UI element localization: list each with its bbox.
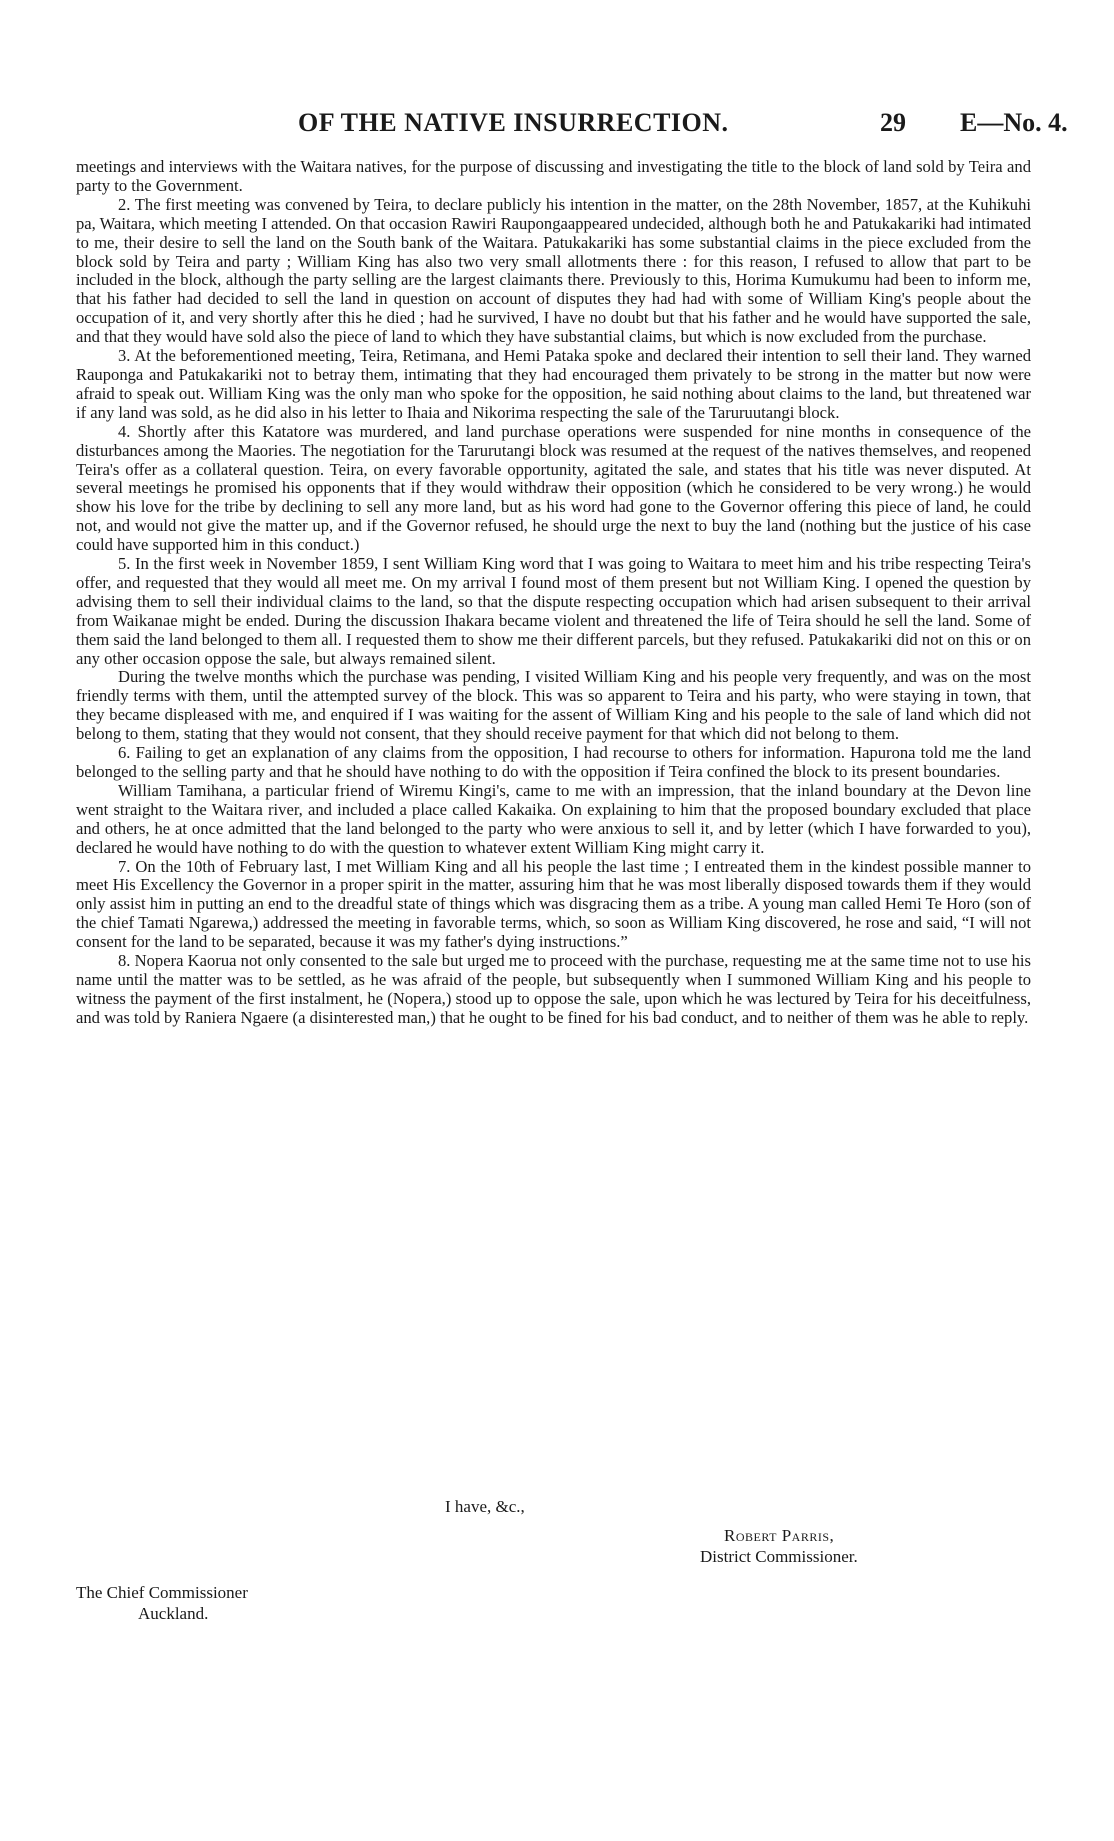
signatory-role: District Commissioner. <box>700 1547 858 1566</box>
paragraph-8: 8. Nopera Kaorua not only consented to the sale but urged me to proceed with the purchase, requesting me at the same time not to use his name until the matter was to be settled, as he was afraid of the people, but subsequently when I summoned William King and his people to witness the payment of the first instalment, he (Nopera,) stood up to oppose the sale, upon which he was lectured by Teira for his deceitfulness, and was told by Raniera Ngaere (a disinterested man,) that he ought to be fined for his bad conduct, and to neither of them was he able to reply. <box>76 951 1031 1027</box>
addressee-title: The Chief Commissioner <box>76 1583 248 1602</box>
addressee-location: Auckland. <box>138 1604 209 1623</box>
document-reference: E—No. 4. <box>960 108 1068 137</box>
header-title: OF THE NATIVE INSURRECTION. <box>298 108 729 137</box>
running-header <box>0 108 1114 148</box>
addressee-block <box>76 1582 248 1624</box>
paragraph-4: 4. Shortly after this Katatore was murdered, and land purchase operations were suspended for nine months in consequence of the disturbances among the Maories. The negotiation for the Tarurutangi block was resumed at the request of the natives themselves, and reopened Teira's offer as a collateral question. Teira, on every favorable opportunity, agitated the sale, and states that his title was never disputed. At several meetings he promised his opponents that if they would withdraw their opposition (which he considered to be very wrong.) he would show his love for the tribe by declining to sell any more land, but as his word had gone to the Governor offering this piece of land, he could not, and would not give the matter up, and if the Governor refused, he should urge the next to buy the land (nothing but the justice of his case could have supported him in this conduct.) <box>76 421 1031 555</box>
signatory-name: Robert Parris, <box>724 1526 835 1545</box>
paragraph-5-continued: During the twelve months which the purchase was pending, I visited William King and his people very frequently, and was on the most friendly terms with them, until the attempted survey of the block. This was so apparent to Teira and his party, who were staying in town, that they became displeased with me, and enquired if I was waiting for the assent of William King and his people to the sale of land which did not belong to them, stating that they would not consent, that they should receive payment for that which did not belong to them. <box>76 667 1031 744</box>
letter-body <box>76 158 1031 1028</box>
paragraph-6-continued: William Tamihana, a particular friend of Wiremu Kingi's, came to me with an impression, that the inland boundary at the Devon line went straight to the Waitara river, and included a place called Kakaika. On explaining to him that the proposed boundary excluded that place and others, he at once admitted that the land belonged to the party who were anxious to sell it, and by letter (which I have forwarded to you), declared he would have nothing to do with the question to whatever extent William King might carry it. <box>76 780 1031 857</box>
signature-block <box>700 1525 858 1567</box>
paragraph-7: 7. On the 10th of February last, I met William King and all his people the last time ; I entreated them in the kindest possible manner to meet His Excellency the Governor in a proper spirit in the matter, assuring him that he was most liberally disposed towards them if they would only assist him in putting an end to the dreadful state of things which was disgracing them as a tribe. A young man called Hemi Te Horo (son of the chief Tamati Ngarewa,) addressed the meeting in favorable terms, which, so soon as William King discovered, he rose and said, “I will not consent for the land to be separated, because it was my father's dying instructions.” <box>76 856 1031 952</box>
page-number: 29 <box>880 108 906 137</box>
paragraph-3: 3. At the beforementioned meeting, Teira, Retimana, and Hemi Pataka spoke and declared their intention to sell their land. They warned Rauponga and Patukakariki not to betray them, intimating that they had encouraged them privately to be strong in the matter but now were afraid to speak out. William King was the only man who spoke for the opposition, he said nothing about claims to the land, but threatened war if any land was sold, as he did also in his letter to Ihaia and Nikorima respecting the sale of the Taruruutangi block. <box>76 346 1031 422</box>
letter-closing: I have, &c., <box>445 1497 525 1516</box>
paragraph-continuation: meetings and interviews with the Waitara natives, for the purpose of discussing and investigating the title to the block of land sold by Teira and party to the Government. <box>76 157 1031 195</box>
paragraph-5: 5. In the first week in November 1859, I sent William King word that I was going to Waitara to meet him and his tribe respecting Teira's offer, and requested that they would all meet me. On my arrival I found most of them present but not William King. I opened the question by advising them to sell their individual claims to the land, so that the dispute respecting occupation which had arisen subsequent to their arrival from Waikanae might be ended. During the discussion Ihakara became violent and threatened the life of Teira should he sell the land. Some of them said the land belonged to them all. I requested them to show me their different parcels, but they refused. Patukakariki did not on this or on any other occasion oppose the sale, but always remained silent. <box>76 554 1031 668</box>
paragraph-6: 6. Failing to get an explanation of any claims from the opposition, I had recourse to others for information. Hapurona told me the land belonged to the selling party and that he should have nothing to do with the opposition if Teira confined the block to its present boundaries. <box>76 743 1031 781</box>
paragraph-2: 2. The first meeting was convened by Teira, to declare publicly his intention in the matter, on the 28th November, 1857, at the Kuhikuhi pa, Waitara, which meeting I attended. On that occasion Rawiri Raupongaappeared undecided, although both he and Patukakariki had intimated to me, their desire to sell the land on the South bank of the Waitara. Patukakariki has some substantial claims in the piece excluded from the block sold by Teira and party ; William King has also two very small allotments there : for this reason, I refused to allow that part to be included in the block, although the party selling are the largest claimants there. Previously to this, Horima Kumukumu had been to inform me, that his father had decided to sell the land in question on account of disputes they had had with some of William King's people about the occupation of it, and very shortly after this he died ; had he survived, I have no doubt but that his father and he would have supported the sale, and that they would have sold also the piece of land to which they have substantial claims, but which is now excluded from the purchase. <box>76 194 1031 347</box>
